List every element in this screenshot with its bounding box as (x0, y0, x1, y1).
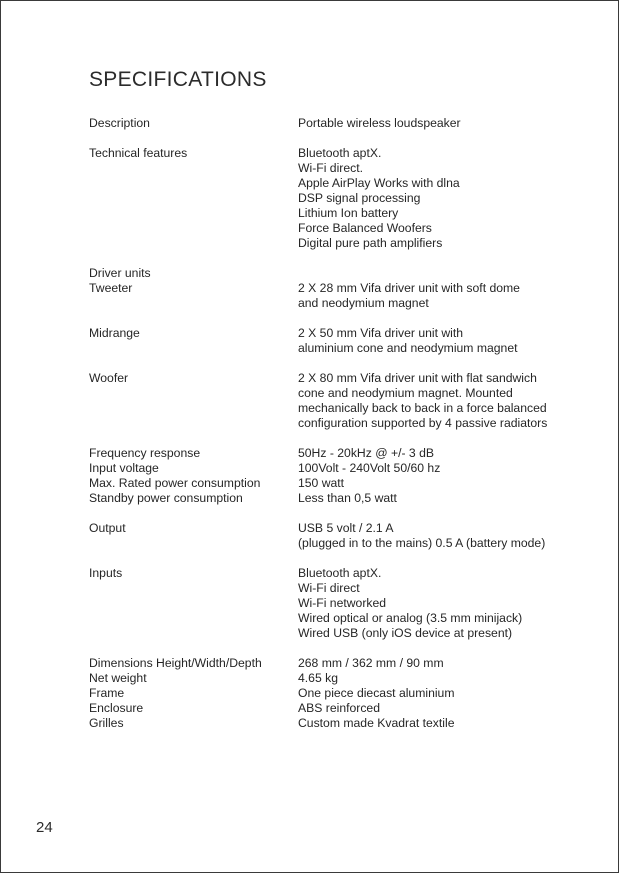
spec-row-frame (89, 686, 569, 701)
spec-value-line: Wi-Fi networked (298, 596, 387, 610)
spec-value (298, 716, 569, 731)
spec-value-line: 2 X 50 mm Vifa driver unit with (298, 326, 464, 340)
spec-value-line: cone and neodymium magnet. Mounted (298, 386, 513, 400)
spec-label: Midrange (89, 326, 140, 340)
spec-label: Driver units (89, 266, 151, 280)
spec-value (298, 491, 569, 506)
spec-row-enclosure (89, 701, 569, 716)
spec-label: Standby power consumption (89, 491, 243, 505)
spec-row-description (89, 116, 569, 131)
spec-value (298, 116, 569, 131)
spec-value-line: Custom made Kvadrat textile (298, 716, 455, 730)
spec-label: Technical features (89, 146, 188, 160)
spec-value-line: 2 X 28 mm Vifa driver unit with soft dome (298, 281, 520, 295)
spec-value-line: Apple AirPlay Works with dlna (298, 176, 460, 190)
spec-value-line: Digital pure path amplifiers (298, 236, 443, 250)
spec-label: Net weight (89, 671, 147, 685)
spec-value (298, 266, 569, 281)
spec-row-standby-power (89, 491, 569, 506)
spec-value (298, 146, 569, 251)
spec-row-technical-features (89, 146, 569, 251)
spec-value-line: Bluetooth aptX. (298, 566, 382, 580)
spec-value-line: 150 watt (298, 476, 345, 490)
spec-value-line: 50Hz - 20kHz @ +/- 3 dB (298, 446, 434, 460)
spec-value-line: Force Balanced Woofers (298, 221, 432, 235)
spec-value-line: ABS reinforced (298, 701, 380, 715)
spec-value-line: Less than 0,5 watt (298, 491, 397, 505)
spec-label: Inputs (89, 566, 123, 580)
spec-value-line: and neodymium magnet (298, 296, 429, 310)
spec-label: Description (89, 116, 150, 130)
spec-label: Woofer (89, 371, 129, 385)
spec-row-frequency-response (89, 446, 569, 461)
spec-label: Output (89, 521, 126, 535)
spec-row-midrange (89, 326, 569, 356)
spec-value-line: Wired USB (only iOS device at present) (298, 626, 513, 640)
spec-value-line: Wi-Fi direct (298, 581, 360, 595)
spec-value-line: USB 5 volt / 2.1 A (298, 521, 394, 535)
spec-row-tweeter (89, 281, 569, 311)
spec-value (298, 461, 569, 476)
spec-value-line: 2 X 80 mm Vifa driver unit with flat sandwich (298, 371, 537, 385)
spec-value-line: 4.65 kg (298, 671, 338, 685)
spec-row-inputs (89, 566, 569, 641)
spec-row-grilles (89, 716, 569, 731)
spec-value-line: 268 mm / 362 mm / 90 mm (298, 656, 444, 670)
spec-row-driver-units (89, 266, 569, 281)
spec-value-line: Wired optical or analog (3.5 mm minijack) (298, 611, 523, 625)
spec-value-line: Bluetooth aptX. (298, 146, 382, 160)
spec-label: Tweeter (89, 281, 133, 295)
spec-value (298, 476, 569, 491)
page-number: 24 (36, 819, 53, 836)
spec-label: Frequency response (89, 446, 201, 460)
spec-value-line: configuration supported by 4 passive radiators (298, 416, 548, 430)
spec-value-line: mechanically back to back in a force balanced (298, 401, 547, 415)
spec-label: Grilles (89, 716, 124, 730)
spec-value-line: 100Volt - 240Volt 50/60 hz (298, 461, 441, 475)
spec-label: Input voltage (89, 461, 159, 475)
spec-value (298, 371, 569, 431)
spec-value-line: DSP signal processing (298, 191, 421, 205)
page-title: SPECIFICATIONS (89, 68, 267, 91)
spec-value (298, 701, 569, 716)
specifications-table (89, 116, 569, 731)
spec-value-line: Lithium Ion battery (298, 206, 399, 220)
spec-value (298, 656, 569, 671)
spec-label: Dimensions Height/Width/Depth (89, 656, 262, 670)
spec-row-dimensions (89, 656, 569, 671)
spec-value-line: Wi-Fi direct. (298, 161, 363, 175)
spec-row-woofer (89, 371, 569, 431)
spec-row-net-weight (89, 671, 569, 686)
spec-row-output (89, 521, 569, 551)
spec-value-line: aluminium cone and neodymium magnet (298, 341, 518, 355)
spec-row-max-power (89, 476, 569, 491)
spec-value (298, 671, 569, 686)
spec-label: Enclosure (89, 701, 144, 715)
spec-row-input-voltage (89, 461, 569, 476)
spec-value (298, 521, 569, 551)
spec-value-line: One piece diecast aluminium (298, 686, 455, 700)
spec-label: Frame (89, 686, 125, 700)
spec-value (298, 326, 569, 356)
spec-value-line: Portable wireless loudspeaker (298, 116, 461, 130)
spec-value-line: (plugged in to the mains) 0.5 A (battery mode) (298, 536, 546, 550)
spec-value (298, 566, 569, 641)
spec-label: Max. Rated power consumption (89, 476, 261, 490)
spec-value (298, 446, 569, 461)
spec-value (298, 281, 569, 311)
spec-value (298, 686, 569, 701)
